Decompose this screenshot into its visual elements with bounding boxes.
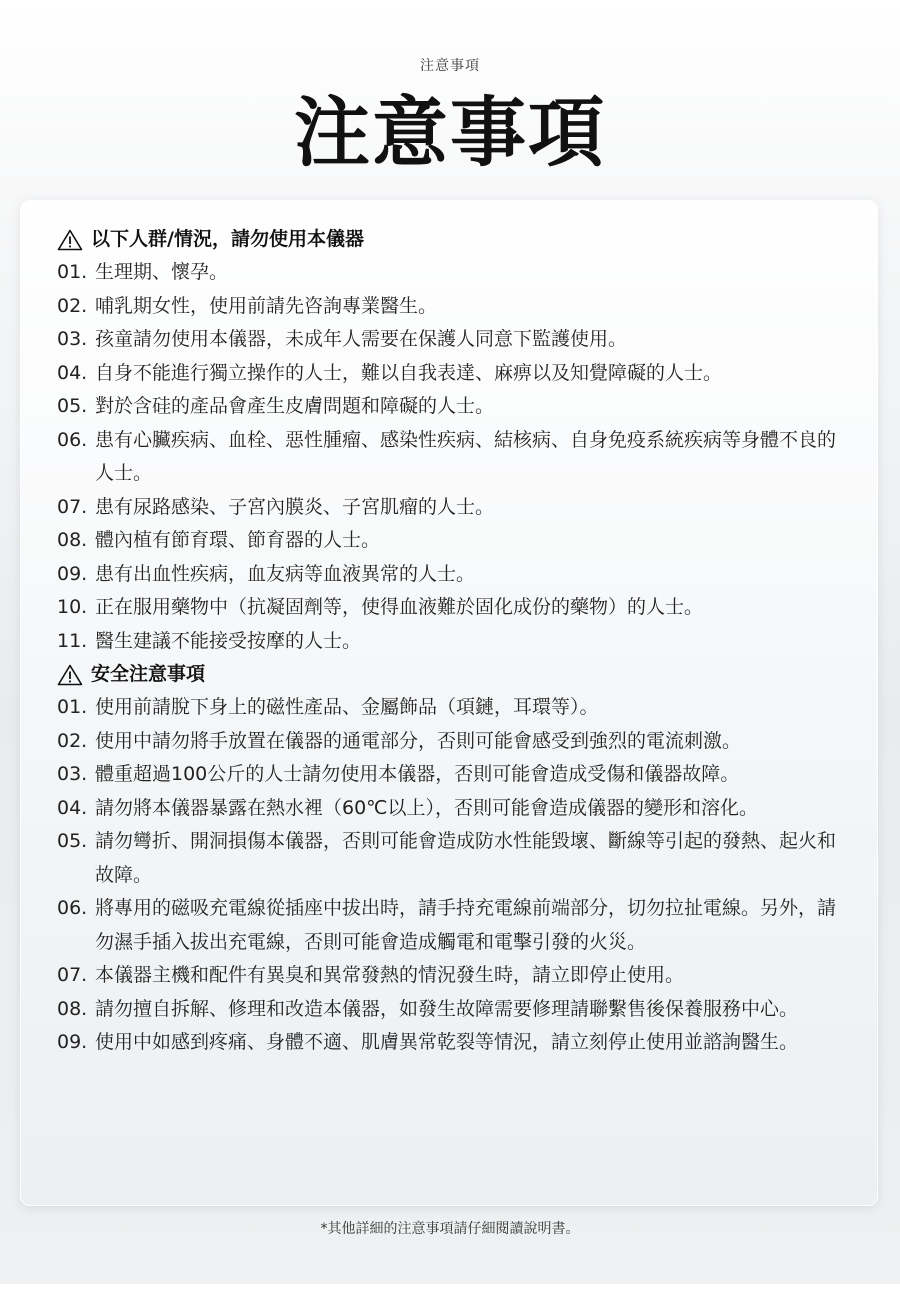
- list-item: [57, 758, 841, 792]
- item-text: 使用中請勿將手放置在儀器的通電部分，否則可能會感受到強烈的電流刺激。: [95, 729, 742, 752]
- list-item: [57, 825, 841, 892]
- item-number: 02.: [57, 294, 88, 317]
- item-number: 05.: [57, 830, 88, 852]
- item-text: 請勿彎折、開洞損傷本儀器，否則可能會造成防水性能毀壞、斷線等引起的發熱、起火和故障。: [95, 830, 837, 886]
- list-item: [57, 558, 841, 592]
- list-item: [57, 323, 841, 357]
- prohibited-list: [57, 256, 841, 658]
- item-number: 09.: [57, 562, 88, 585]
- item-text: 哺乳期女性，使用前請先咨詢專業醫生。: [95, 294, 438, 317]
- list-item: [57, 892, 841, 959]
- list-item: [57, 491, 841, 525]
- item-text: 體重超過100公斤的人士請勿使用本儀器，否則可能會造成受傷和儀器故障。: [95, 763, 740, 785]
- item-text: 對於含硅的產品會產生皮膚問題和障礙的人士。: [95, 395, 495, 417]
- list-item: [57, 625, 841, 659]
- list-item: [57, 959, 841, 993]
- item-number: 06.: [57, 897, 88, 919]
- section-heading-label: 以下人群/情況，請勿使用本儀器: [91, 228, 364, 250]
- list-item: [57, 725, 841, 759]
- item-text: 生理期、懷孕。: [95, 261, 229, 283]
- bottom-divider: [0, 1284, 900, 1289]
- list-item: [57, 1026, 841, 1060]
- list-item: [57, 524, 841, 558]
- item-text: 請勿將本儀器暴露在熱水裡（60℃以上），否則可能會造成儀器的變形和溶化。: [95, 796, 759, 819]
- section-heading-safety: [57, 658, 841, 691]
- item-number: 03.: [57, 328, 88, 350]
- item-number: 01.: [57, 261, 88, 283]
- item-number: 08.: [57, 529, 88, 551]
- item-number: 06.: [57, 428, 88, 451]
- footnote: *其他詳細的注意事項請仔細閱讀說明書。: [320, 1221, 580, 1237]
- list-item: [57, 424, 841, 491]
- item-number: 11.: [57, 629, 88, 652]
- item-text: 醫生建議不能接受按摩的人士。: [95, 629, 362, 652]
- item-text: 請勿擅自拆解、修理和改造本儀器，如發生故障需要修理請聯繫售後保養服務中心。: [95, 997, 799, 1020]
- warning-triangle-icon: [57, 229, 83, 251]
- item-text: 將專用的磁吸充電線從插座中拔出時，請手持充電線前端部分，切勿拉扯電線。另外，請勿濕手插入拔出充電線，否則可能會造成觸電和電擊引發的火災。: [95, 897, 837, 953]
- item-number: 07.: [57, 964, 88, 986]
- item-text: 體內植有節育環、節育器的人士。: [95, 529, 381, 551]
- item-number: 09.: [57, 1031, 88, 1053]
- item-text: 使用中如感到疼痛、身體不適、肌膚異常乾裂等情況，請立刻停止使用並諮詢醫生。: [95, 1031, 799, 1053]
- item-text: 孩童請勿使用本儀器，未成年人需要在保護人同意下監護使用。: [95, 328, 628, 350]
- page-title: 注意事項: [294, 88, 606, 177]
- list-item: [57, 591, 841, 625]
- list-item: [57, 691, 841, 725]
- item-number: 01.: [57, 696, 88, 718]
- item-number: 02.: [57, 729, 88, 752]
- item-text: 自身不能進行獨立操作的人士，難以自我表達、麻痹以及知覺障礙的人士。: [95, 361, 723, 384]
- section-heading-label: 安全注意事項: [91, 663, 206, 685]
- item-text: 本儀器主機和配件有異臭和異常發熱的情況發生時，請立即停止使用。: [95, 964, 685, 986]
- notice-card: [20, 200, 878, 1206]
- item-text: 患有尿路感染、子宮內膜炎、子宮肌瘤的人士。: [95, 495, 495, 518]
- item-text: 使用前請脫下身上的磁性產品、金屬飾品（項鏈，耳環等）。: [95, 696, 599, 718]
- item-number: 04.: [57, 796, 88, 819]
- list-item: [57, 993, 841, 1027]
- list-item: [57, 792, 841, 826]
- warning-triangle-icon: [57, 664, 83, 686]
- page-eyebrow: 注意事項: [420, 58, 480, 74]
- item-number: 10.: [57, 596, 88, 618]
- list-item: [57, 357, 841, 391]
- item-text: 正在服用藥物中（抗凝固劑等，使得血液難於固化成份的藥物）的人士。: [95, 596, 704, 618]
- safety-list: [57, 691, 841, 1060]
- item-number: 05.: [57, 395, 88, 417]
- item-number: 03.: [57, 763, 88, 785]
- section-heading-prohibited: [57, 223, 841, 256]
- item-number: 04.: [57, 361, 88, 384]
- list-item: [57, 290, 841, 324]
- item-number: 08.: [57, 997, 88, 1020]
- item-text: 患有心臟疾病、血栓、惡性腫瘤、感染性疾病、結核病、自身免疫系統疾病等身體不良的人士。: [95, 428, 837, 484]
- list-item: [57, 390, 841, 424]
- list-item: [57, 256, 841, 290]
- item-text: 患有出血性疾病，血友病等血液異常的人士。: [95, 562, 476, 585]
- item-number: 07.: [57, 495, 88, 518]
